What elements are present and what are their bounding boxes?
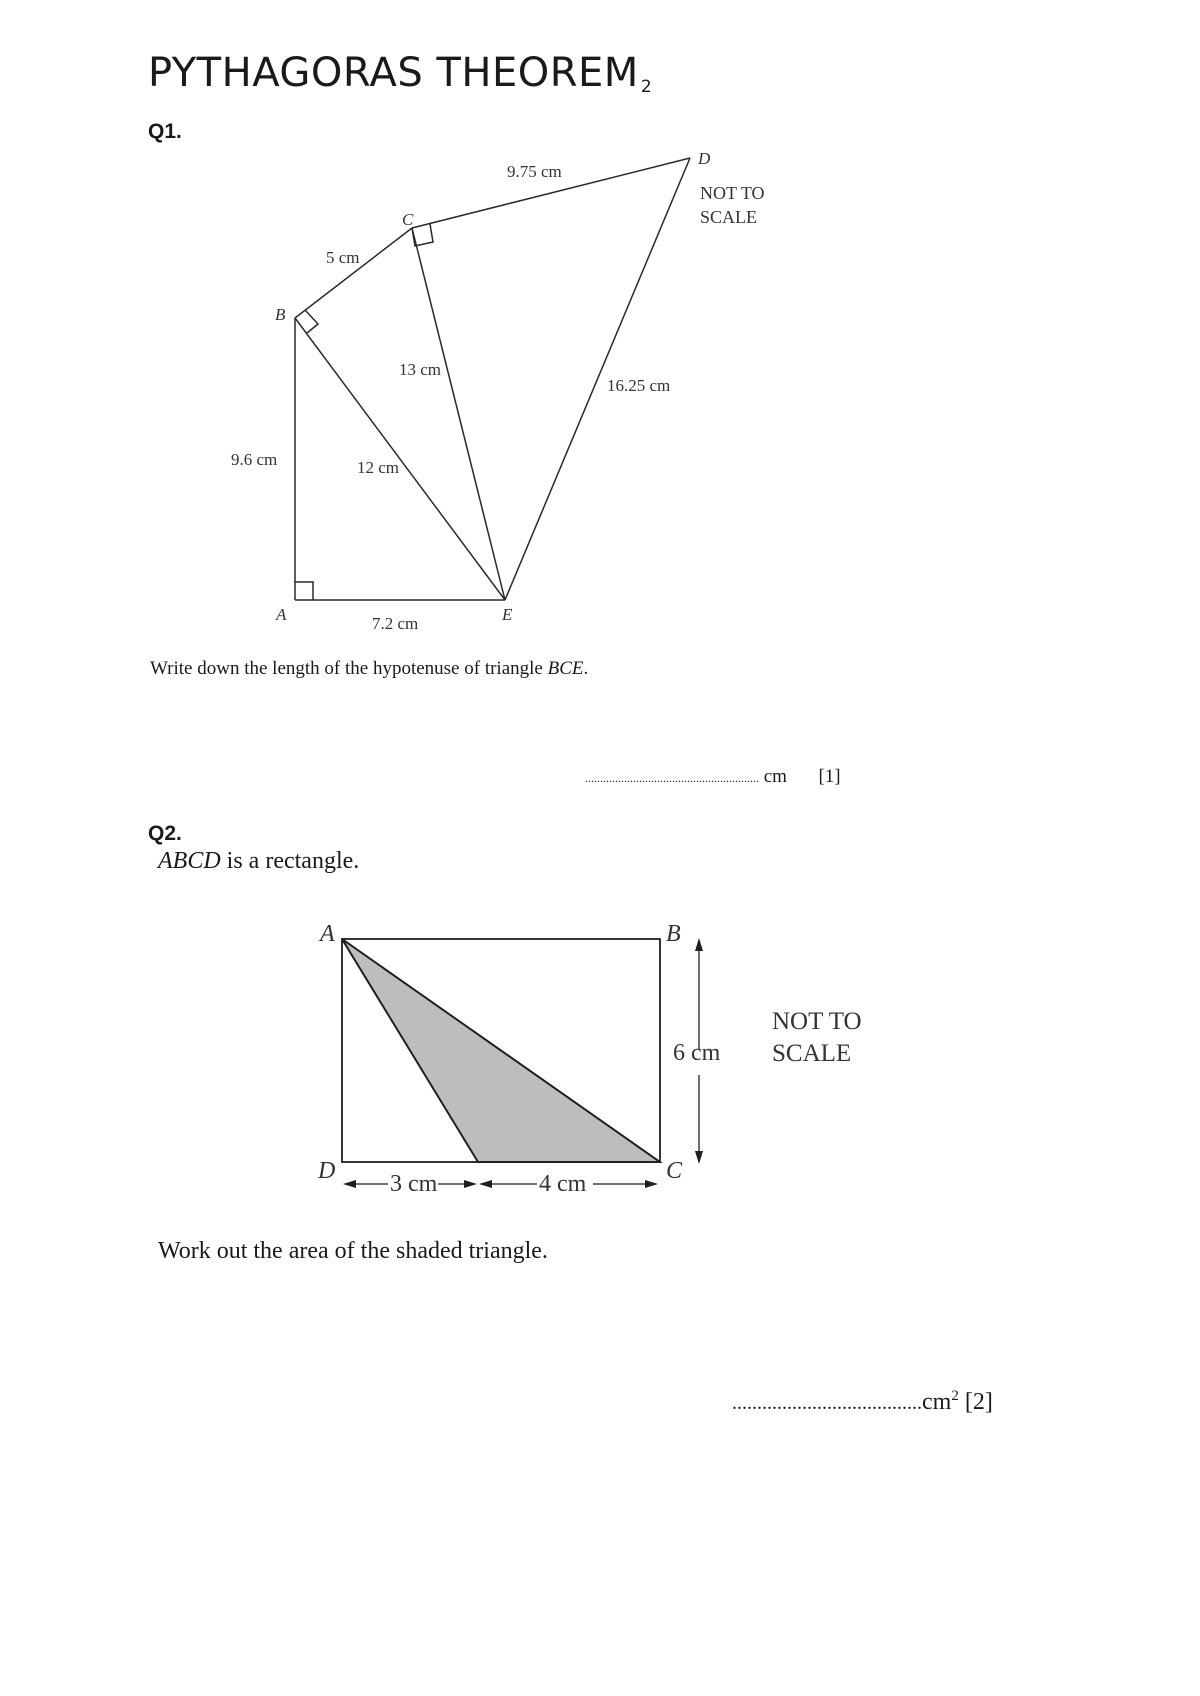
q2-answer-unit: cm	[922, 1389, 952, 1415]
q1-vertex-E: E	[502, 605, 513, 624]
q1-not-to-scale-line2: SCALE	[700, 207, 758, 227]
q1-length-CE: 13 cm	[399, 360, 442, 379]
q1-question-triangle: BCE	[547, 658, 584, 679]
q2-marks: [2]	[964, 1389, 993, 1415]
q1-length-AE: 7.2 cm	[372, 614, 419, 633]
q1-vertex-C: C	[402, 210, 414, 229]
q1-not-to-scale-line1: NOT TO	[700, 183, 765, 203]
q2-not-to-scale-line2: SCALE	[772, 1040, 852, 1067]
q2-vertex-D: D	[318, 1158, 336, 1184]
q2-answer-unit-power: 2	[951, 1388, 959, 1404]
q2-vertex-A: A	[320, 921, 335, 947]
q2-intro: ABCD is a rectangle.	[158, 848, 360, 874]
q2-vertex-B: B	[666, 921, 681, 947]
q1-marks: [1]	[818, 766, 841, 787]
q2-intro-shape: ABCD	[158, 848, 221, 874]
q1-length-AB: 9.6 cm	[231, 450, 278, 469]
q2-answer-dots: ......................................	[732, 1392, 922, 1414]
q2-not-to-scale-line1: NOT TO	[772, 1008, 862, 1035]
q1-length-CD: 9.75 cm	[507, 162, 562, 181]
q1-length-BC: 5 cm	[326, 248, 360, 267]
q1-length-DE: 16.25 cm	[607, 376, 671, 395]
q1-label: Q1.	[148, 120, 182, 143]
q2-diagram	[0, 900, 1200, 1220]
q1-answer-line	[585, 766, 841, 788]
q2-question: Work out the area of the shaded triangle.	[158, 1238, 548, 1264]
q1-vertex-A: A	[276, 605, 287, 624]
page-title: PYTHAGORAS THEOREM $_2$	[148, 50, 653, 97]
q2-length-DP: 3 cm	[390, 1171, 438, 1197]
q1-length-BE: 12 cm	[357, 458, 400, 477]
q2-length-PC: 4 cm	[539, 1171, 587, 1197]
q1-vertex-B: B	[275, 305, 286, 324]
q1-vertex-D: D	[698, 149, 711, 168]
q2-vertex-C: C	[666, 1158, 683, 1184]
q1-answer-unit: cm	[763, 766, 787, 787]
q2-length-BC: 6 cm	[673, 1040, 721, 1066]
title-subscript: 2	[640, 77, 653, 97]
q2-label: Q2.	[148, 822, 182, 845]
q1-answer-dots: ..........................................................	[585, 771, 759, 785]
q1-question: Write down the length of the hypotenuse of triangle BCE.	[150, 658, 589, 679]
q2-answer-line	[732, 1388, 993, 1416]
q1-diagram	[0, 0, 1200, 660]
